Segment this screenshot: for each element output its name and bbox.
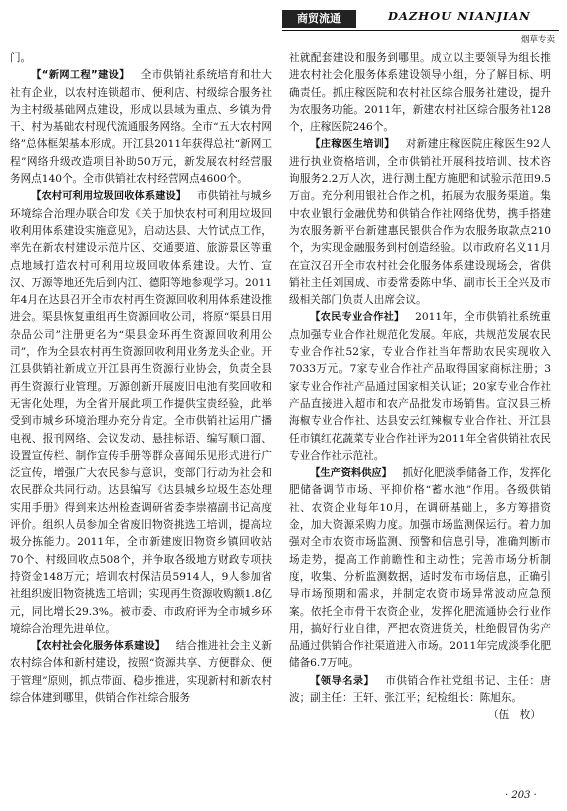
paragraph-text: 全市供销社系统培育和壮大社有企业，以农村连锁超市、便利店、村级综合服务社为主村级基础网点建设，形成以县域为重点、乡镇为骨干、村为基础农村现代流通服务网络。全市“五大农村网络”总体框架基本形成。开江县2011年获得总社“新网工程”网络升级改造项目补助50万元，新发展农村经营服务网点140个。全市供销社农村经营网点4600个。 xyxy=(10,69,272,186)
section-heading: 【农村社会化服务体系建设】 xyxy=(31,641,166,653)
section-heading: 【“新网工程”建设】 xyxy=(31,70,130,82)
paragraph xyxy=(289,707,551,724)
section-heading: 【农村可利用垃圾回收体系建设】 xyxy=(31,191,187,203)
right-column xyxy=(289,50,551,786)
paragraph-text: 结合推进社会主义新农村综合体和新村建设，按照“资源共享、方便群众、便于管理”原则，抓点带面、稳步推进，实现新村和新农村综合体建到哪里，供销合作社综合服务 xyxy=(10,640,272,704)
paragraph-text: 社就配套建设和服务到哪里。成立以主要领导为组长推进农村社会化服务体系建设领导小组，分了解目标、明确责任。抓庄稼医院和农村社区综合服务社建设，提升为农服务功能。2011年，新建农村社区综合服务社128个，庄稼医院246个。 xyxy=(289,52,551,134)
paragraph xyxy=(289,309,551,465)
paragraph xyxy=(289,673,551,708)
paragraph-text: （伍 枚） xyxy=(488,709,541,722)
paragraph-text: 2011年，全市供销社系统重点加强专业合作社规范化发展。年底，共规范发展农民专业合作社52家，专业合作社当年帮助农民实现收入7033万元。7家专业合作社产品取得国家商标注册；3家专业合作社产品通过国家相关认证；20家专业合作社产品直接进入超市和农产品批发市场销售。宣汉县三桥海椒专业合作社、达县安云红辣椒专业合作社、开江县任市镇红花蔬菜专业合作社评为2011年全省供销社农民专业合作社示范社。 xyxy=(289,311,551,462)
paragraph-text: 对新建庄稼医院庄稼医生92人进行执业资格培训，全市供销社开展科技培训、技术咨询服务2.2万人次，进行测土配方施肥和试验示范田9.5万亩。充分利用银社合作之机，拓展为农服务渠道。集中农业银行金融优势和供销合作社网络优势，携手搭建为农服务新平台新建惠民银供合作为农服务取款点210个，为实现金融服务到村创造经验。以市政府名义11月在宣汉召开全市农村社会化服务体系建设现场会，省供销社主任刘国成、市委常委陈中华、副市长王全兴及市级相关部门负责人出席会议。 xyxy=(289,138,551,307)
paragraph xyxy=(289,136,551,309)
paragraph xyxy=(10,50,272,67)
paragraph-text: 市供销合作社党组书记、主任：唐波；副主任：王轩、张江平；纪检组长：陈旭东。 xyxy=(289,674,551,704)
section-heading: 【领导名录】 xyxy=(310,675,375,687)
paragraph xyxy=(10,67,272,188)
paragraph-text: 抓好化肥淡季储备工作，发挥化肥储备调节市场、平抑价格“蓄水池”作用。各级供销社、农资企业每年10月，在调研基础上，多方筹措资金，加大资源采购力度。加强市场监测保运行。着力加强对全市农资市场监测、预警和信息引导，准确判断市场走势，提高工作前瞻性和主动性；完善市场分析制度，收集、分析监测数据，适时发布市场信息，正确引导市场预期和需求，并制定农资市场异常波动应急预案。依托全市骨干农资企业，发挥化肥流通协会行业作用，搞好行业自律，严把农资进货关，杜绝假冒伪劣产品通过供销合作社渠道进入市场。2011年完成淡季化肥储备6.7万吨。 xyxy=(289,467,551,670)
section-heading: 【庄稼医生培训】 xyxy=(310,139,395,151)
section-label: 商贸流通 xyxy=(282,10,356,28)
paragraph-text: 门。 xyxy=(10,52,32,64)
section-subtitle: 烟草专卖 xyxy=(520,35,555,45)
header-rule xyxy=(282,30,559,31)
journal-title: DAZHOU NIANJIAN xyxy=(388,9,531,23)
page-number: · 203 · xyxy=(505,790,537,801)
left-column xyxy=(10,50,272,786)
section-heading: 【生产资料供应】 xyxy=(310,468,392,480)
section-heading: 【农民专业合作社】 xyxy=(310,312,405,324)
paragraph-text: 市供销社与城乡环境综合治理办联合印发《关于加快农村可利用垃圾回收利用体系建设实施意见》，启动达县、大竹试点工作，率先在新农村建设示范片区、交通要道、旅游景区等重点地域打造农村可利用垃圾回收体系建设。大竹、宣汉、万源等地还先后到内江、德阳等地参观学习。2011年4月在达县召开全市农村再生资源回收利用体系建设推进会。渠县恢复重组再生资源回收公司，将原“渠县日用杂品公司”注册更名为“渠县金环再生资源回收利用公司”，作为全县农村再生资源回收利用业务龙头企业。开江县供销社新成立开江县再生资源行业协会，负责全县再生资源行业管理。万源创新开展废旧电池有奖回收和无害化处理，为全省开展此项工作提供宝贵经验，此举受到市城乡环境治理办充分肯定。全市供销社运用广播电视、报刊网络、会议发动、悬挂标语、编写顺口溜、设置宣传栏、制作宣传手册等群众喜闻乐见形式进行广泛宣传，增强广大农民参与意识，变部门行动为社会和农民群众共同行动。达县编写《达县城乡垃圾生态处理实用手册》得到来达州检查调研省委李崇禧副书记高度评价。组织人员参加全省废旧物资挑选工培训，提高垃圾分拣能力。2011年，全市新建废旧物资乡镇回收站70个、村级回收点508个，并争取各级地方财政专项扶持资金148万元；培训农村保洁员5914人，9人参加省社组织废旧物资挑选工培训；实现再生资源收购额1.8亿元，同比增长29.3%。被市委、市政府评为全市城乡环境综合治理先进单位。 xyxy=(10,190,272,635)
page-header xyxy=(0,0,567,46)
paragraph xyxy=(10,638,272,707)
paragraph xyxy=(289,50,551,136)
paragraph xyxy=(10,188,272,638)
paragraph xyxy=(289,465,551,673)
